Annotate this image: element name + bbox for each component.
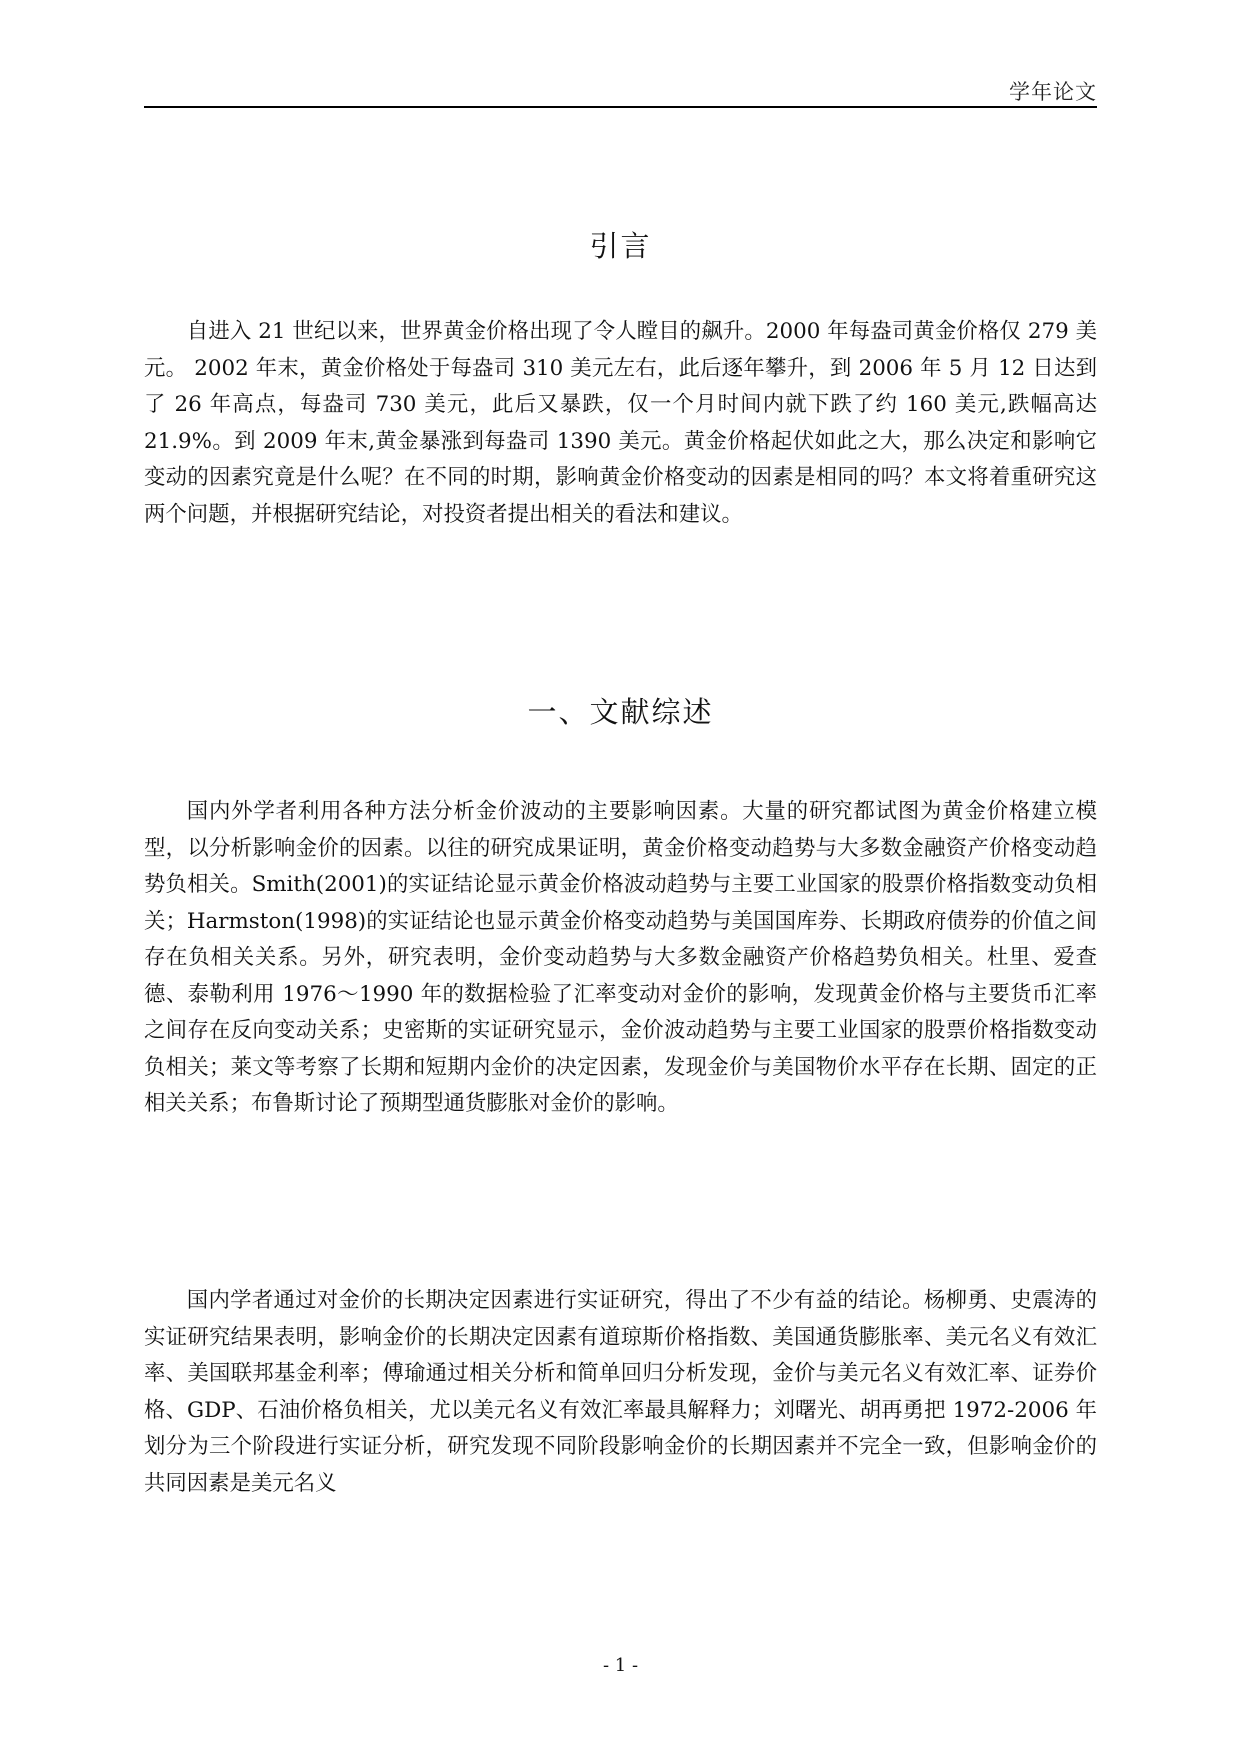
literature-paragraph: 国内学者通过对金价的长期决定因素进行实证研究，得出了不少有益的结论。杨柳勇、史震涛的实证研究结果表明，影响金价的长期决定因素有道琼斯价格指数、美国通货膨胀率、美元名义有效汇率、美国联邦基金利率；傅瑜通过相关分析和简单回归分析发现，金价与美元名义有效汇率、证券价格、GDP、石油价格负相关，尤以美元名义有效汇率最具解释力；刘曙光、胡再勇把 1972-2006 年划分为三个阶段进行实证分析，研究发现不同阶段影响金价的长期因素并不完全一致，但影响金价的共同因素是美元名义 [144,1288,1097,1496]
intro-heading: 引言 [589,229,652,263]
page-number: - 1 - [602,1655,639,1676]
literature-review-heading: 一、文献综述 [527,695,714,729]
intro-paragraph: 自进入 21 世纪以来，世界黄金价格出现了令人瞠目的飙升。2000 年每盎司黄金价格仅 279 美元。 2002 年末，黄金价格处于每盎司 310 美元左右，此后逐年攀升，到 2006 年 5 月 12 日达到了 26 年高点，每盎司 730 美元，此后又暴跌，仅一个月时间内就下跌了约 160 美元,跌幅高达 21.9%。到 2009 年末,黄金暴涨到每盎司 1390 美元。黄金价格起伏如此之大，那么决定和影响它变动的因素究竟是什么呢？在不同的时期，影响黄金价格变动的因素是相同的吗？本文将着重研究这两个问题，并根据研究结论，对投资者提出相关的看法和建议。 [144,319,1097,527]
literature-paragraph: 国内外学者利用各种方法分析金价波动的主要影响因素。大量的研究都试图为黄金价格建立模型，以分析影响金价的因素。以往的研究成果证明，黄金价格变动趋势与大多数金融资产价格变动趋势负相关。Smith(2001)的实证结论显示黄金价格波动趋势与主要工业国家的股票价格指数变动负相关；Harmston(1998)的实证结论也显示黄金价格变动趋势与美国国库券、长期政府债券的价值之间存在负相关关系。另外，研究表明，金价变动趋势与大多数金融资产价格趋势负相关。杜里、爱查德、泰勒利用 1976～1990 年的数据检验了汇率变动对金价的影响，发现黄金价格与主要货币汇率之间存在反向变动关系；史密斯的实证研究显示，金价波动趋势与主要工业国家的股票价格指数变动负相关；莱文等考察了长期和短期内金价的决定因素，发现金价与美国物价水平存在长期、固定的正相关关系；布鲁斯讨论了预期型通货膨胀对金价的影响。 [144,799,1097,1116]
header-divider [144,106,1097,108]
running-header: 学年论文 [1009,80,1097,104]
